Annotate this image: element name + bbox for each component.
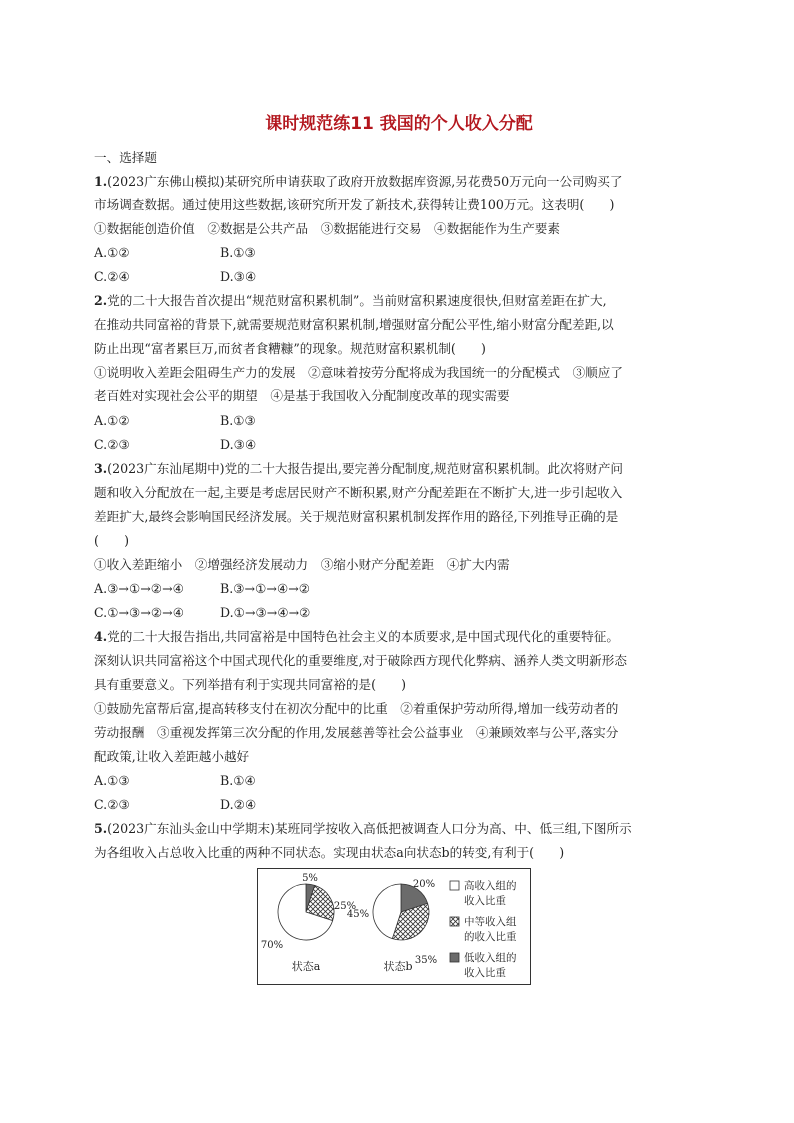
q4-text-1: 党的二十大报告指出,共同富裕是中国特色社会主义的本质要求,是中国式现代化的重要特征。 <box>107 629 619 644</box>
q1-line-2: 市场调查数据。通过使用这些数据,该研究所开发了新技术,获得转让费100万元。这表明( ) <box>94 197 615 212</box>
q5-text-1: (2023广东汕头金山中学期末)某班同学按收入高低把被调查人口分为高、中、低三组,下图所示 <box>107 821 632 836</box>
q5-number: 5. <box>94 821 108 836</box>
q4-option-a[interactable]: A.①③ <box>94 773 130 788</box>
q2-option-b[interactable]: B.①③ <box>220 413 256 428</box>
q3-line-2: 题和收入分配放在一起,主要是考虑居民财产不断积累,财产分配差距在不断扩大,进一步引起收入 <box>94 485 623 500</box>
q4-line-2: 深刻认识共同富裕这个中国式现代化的重要维度,对于破除西方现代化弊病、涵养人类文明新形态 <box>94 653 627 668</box>
legend-swatch-1 <box>450 917 459 926</box>
q2-statements-1: ①说明收入差距会阻碍生产力的发展 ②意味着按劳分配将成为我国统一的分配模式 ③顺应了 <box>94 365 623 380</box>
q3-line-3: 差距扩大,最终会影响国民经济发展。关于规范财富积累机制发挥作用的路径,下列推导正确的是 <box>94 509 619 524</box>
pie-b-label-2: 20% <box>412 879 436 890</box>
pie-chart-svg <box>258 869 530 984</box>
q1-statements: ①数据能创造价值 ②数据是公共产品 ③数据能进行交易 ④数据能作为生产要素 <box>94 221 560 236</box>
q4-option-b[interactable]: B.①④ <box>220 773 256 788</box>
pie-a-title: 状态a <box>291 960 321 973</box>
legend-label-1-line2: 的收入比重 <box>464 931 517 943</box>
q1-line-1 <box>94 174 622 190</box>
q4-line-1 <box>94 629 619 645</box>
legend-swatch-0 <box>450 881 459 890</box>
q4-statements-3: 配政策,让收入差距越小越好 <box>94 749 250 764</box>
q1-option-d[interactable]: D.③④ <box>220 269 257 284</box>
pie-a-label-2: 5% <box>302 873 318 884</box>
q2-option-a[interactable]: A.①② <box>94 413 130 428</box>
q2-line-2: 在推动共同富裕的背景下,就需要规范财富积累机制,增强财富分配公平性,缩小财富分配差距,以 <box>94 317 614 332</box>
q3-text-1: (2023广东汕尾期中)党的二十大报告提出,要完善分配制度,规范财富积累机制。此次将财产问 <box>107 461 624 476</box>
pie-b-title: 状态b <box>383 960 413 973</box>
legend-label-1-line1: 中等收入组 <box>464 916 517 928</box>
q3-option-d[interactable]: D.①→③→④→② <box>220 605 311 620</box>
q4-option-d[interactable]: D.②④ <box>220 797 257 812</box>
q2-number: 2. <box>94 293 108 308</box>
legend-label-0-line1: 高收入组的 <box>464 880 517 892</box>
q3-option-b[interactable]: B.③→①→④→② <box>220 581 311 596</box>
q4-statements-1: ①鼓励先富帮后富,提高转移支付在初次分配中的比重 ②着重保护劳动所得,增加一线劳动者的 <box>94 701 619 716</box>
q5-line-2: 为各组收入占总收入比重的两种不同状态。实现由状态a向状态b的转变,有利于( ) <box>94 845 565 860</box>
page-title: 课时规范练11 我国的个人收入分配 <box>265 114 533 134</box>
legend-label-0-line2: 收入比重 <box>464 895 506 907</box>
legend-swatch-2 <box>450 953 459 962</box>
q3-line-1 <box>94 461 623 477</box>
q1-option-c[interactable]: C.②④ <box>94 269 130 284</box>
q1-option-b[interactable]: B.①③ <box>220 245 256 260</box>
q3-statements: ①收入差距缩小 ②增强经济发展动力 ③缩小财产分配差距 ④扩大内需 <box>94 557 510 572</box>
section-heading: 一、选择题 <box>94 150 157 165</box>
q4-statements-2: 劳动报酬 ③重视发挥第三次分配的作用,发展慈善等社会公益事业 ④兼顾效率与公平,落实分 <box>94 725 619 740</box>
q2-statements-2: 老百姓对实现社会公平的期望 ④是基于我国收入分配制度改革的现实需要 <box>94 388 510 403</box>
pie-a-label-0: 70% <box>260 940 284 951</box>
q2-text-1: 党的二十大报告首次提出“规范财富积累机制”。当前财富积累速度很快,但财富差距在扩大, <box>107 293 607 308</box>
q2-line-1 <box>94 293 607 309</box>
pie-chart-figure <box>257 868 531 985</box>
q3-line-4: ( ) <box>94 533 130 548</box>
q1-number: 1. <box>94 174 108 189</box>
legend-label-2-line1: 低收入组的 <box>464 952 517 964</box>
pie-b-label-1: 35% <box>414 955 438 966</box>
q3-option-c[interactable]: C.①→③→②→④ <box>94 605 185 620</box>
pie-a-label-1: 25% <box>333 901 357 912</box>
q1-option-a[interactable]: A.①② <box>94 245 130 260</box>
q4-option-c[interactable]: C.②③ <box>94 797 130 812</box>
legend-label-2-line2: 收入比重 <box>464 967 506 979</box>
q3-option-a[interactable]: A.③→①→②→④ <box>94 581 184 596</box>
q2-line-3: 防止出现“富者累巨万,而贫者食糟糠”的现象。规范财富积累机制( ) <box>94 341 486 356</box>
q2-option-d[interactable]: D.③④ <box>220 437 257 452</box>
q1-text-1: (2023广东佛山模拟)某研究所申请获取了政府开放数据库资源,另花费50万元向一公司购买了 <box>107 174 623 189</box>
q4-number: 4. <box>94 629 108 644</box>
q3-number: 3. <box>94 461 108 476</box>
q4-line-3: 具有重要意义。下列举措有利于实现共同富裕的是( ) <box>94 677 407 692</box>
q5-line-1 <box>94 821 632 837</box>
pie-b-label-0: 45% <box>346 909 370 920</box>
q2-option-c[interactable]: C.②③ <box>94 437 130 452</box>
